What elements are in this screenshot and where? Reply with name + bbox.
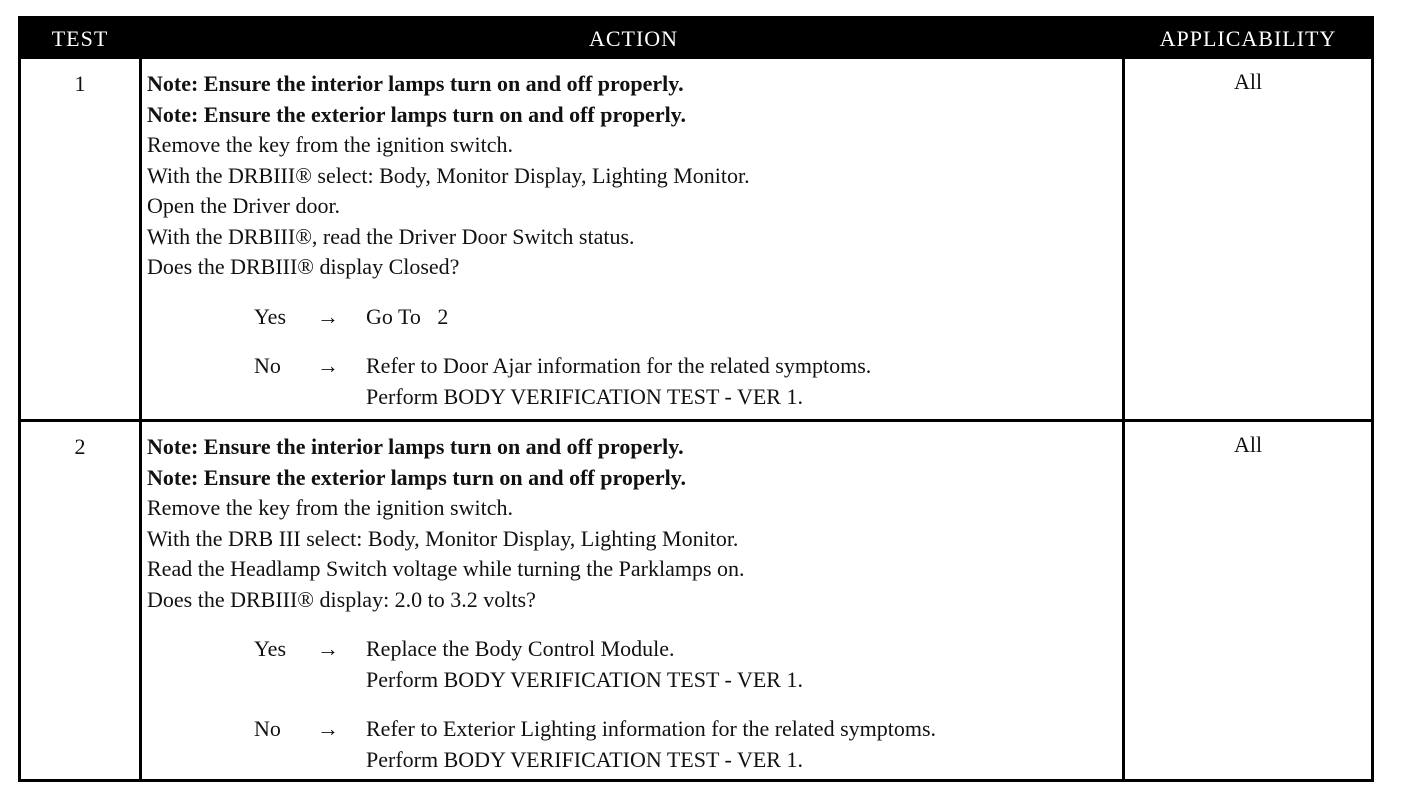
yes-outcome: Perform BODY VERIFICATION TEST - VER 1.: [366, 666, 803, 692]
action-cell: [147, 432, 1117, 775]
yes-outcome: Replace the Body Control Module.: [366, 636, 675, 661]
step-line: With the DRBIII® select: Body, Monitor Display, Lighting Monitor.: [147, 162, 750, 188]
note-line: Note: Ensure the exterior lamps turn on and off properly.: [147, 101, 686, 127]
no-outcome: Refer to Door Ajar information for the related symptoms.: [366, 353, 872, 378]
step-line: Open the Driver door.: [147, 193, 341, 218]
no-outcome: Perform BODY VERIFICATION TEST - VER 1.: [366, 383, 803, 409]
no-outcome: Refer to Exterior Lighting information for the related symptoms.: [366, 716, 937, 741]
step-line: With the DRBIII®, read the Driver Door Switch status.: [147, 223, 635, 249]
table-row: [21, 422, 1371, 782]
step-line: Remove the key from the ignition switch.: [147, 495, 513, 520]
test-number: 1: [74, 71, 86, 96]
applicability-value: All: [1233, 432, 1263, 457]
right-arrow-icon: →: [317, 636, 339, 661]
no-label: No: [254, 353, 281, 378]
right-arrow-icon: →: [317, 353, 339, 378]
test-number: 2: [74, 434, 86, 459]
no-branch: [147, 351, 1117, 382]
right-arrow-icon: →: [317, 716, 339, 741]
note-line: Note: Ensure the interior lamps turn on and off properly.: [147, 71, 684, 96]
step-line: Does the DRBIII® display Closed?: [147, 254, 460, 279]
yes-label: Yes: [254, 636, 287, 661]
note-line: Note: Ensure the exterior lamps turn on and off properly.: [147, 464, 686, 490]
action-cell: [147, 69, 1117, 412]
diagnostic-table: [18, 16, 1374, 782]
no-branch: [147, 714, 1117, 745]
no-label: No: [254, 716, 281, 741]
no-outcome: Perform BODY VERIFICATION TEST - VER 1.: [366, 746, 803, 772]
applicability-value: All: [1233, 69, 1263, 94]
yes-outcome: Go To 2: [366, 303, 449, 329]
step-line: Does the DRBIII® display: 2.0 to 3.2 volts?: [147, 586, 536, 612]
yes-label: Yes: [254, 303, 287, 329]
header-test: TEST: [51, 26, 109, 51]
table-header: [21, 19, 1371, 59]
header-action: ACTION: [588, 26, 679, 51]
step-line: With the DRB III select: Body, Monitor Display, Lighting Monitor.: [147, 525, 739, 551]
step-line: Read the Headlamp Switch voltage while turning the Parklamps on.: [147, 556, 745, 581]
note-line: Note: Ensure the interior lamps turn on and off properly.: [147, 434, 684, 459]
yes-branch: [147, 634, 1117, 665]
yes-branch: [147, 302, 1117, 333]
header-applicability: APPLICABILITY: [1159, 26, 1337, 51]
table-row: [21, 59, 1371, 419]
right-arrow-icon: →: [317, 303, 339, 329]
step-line: Remove the key from the ignition switch.: [147, 132, 513, 157]
